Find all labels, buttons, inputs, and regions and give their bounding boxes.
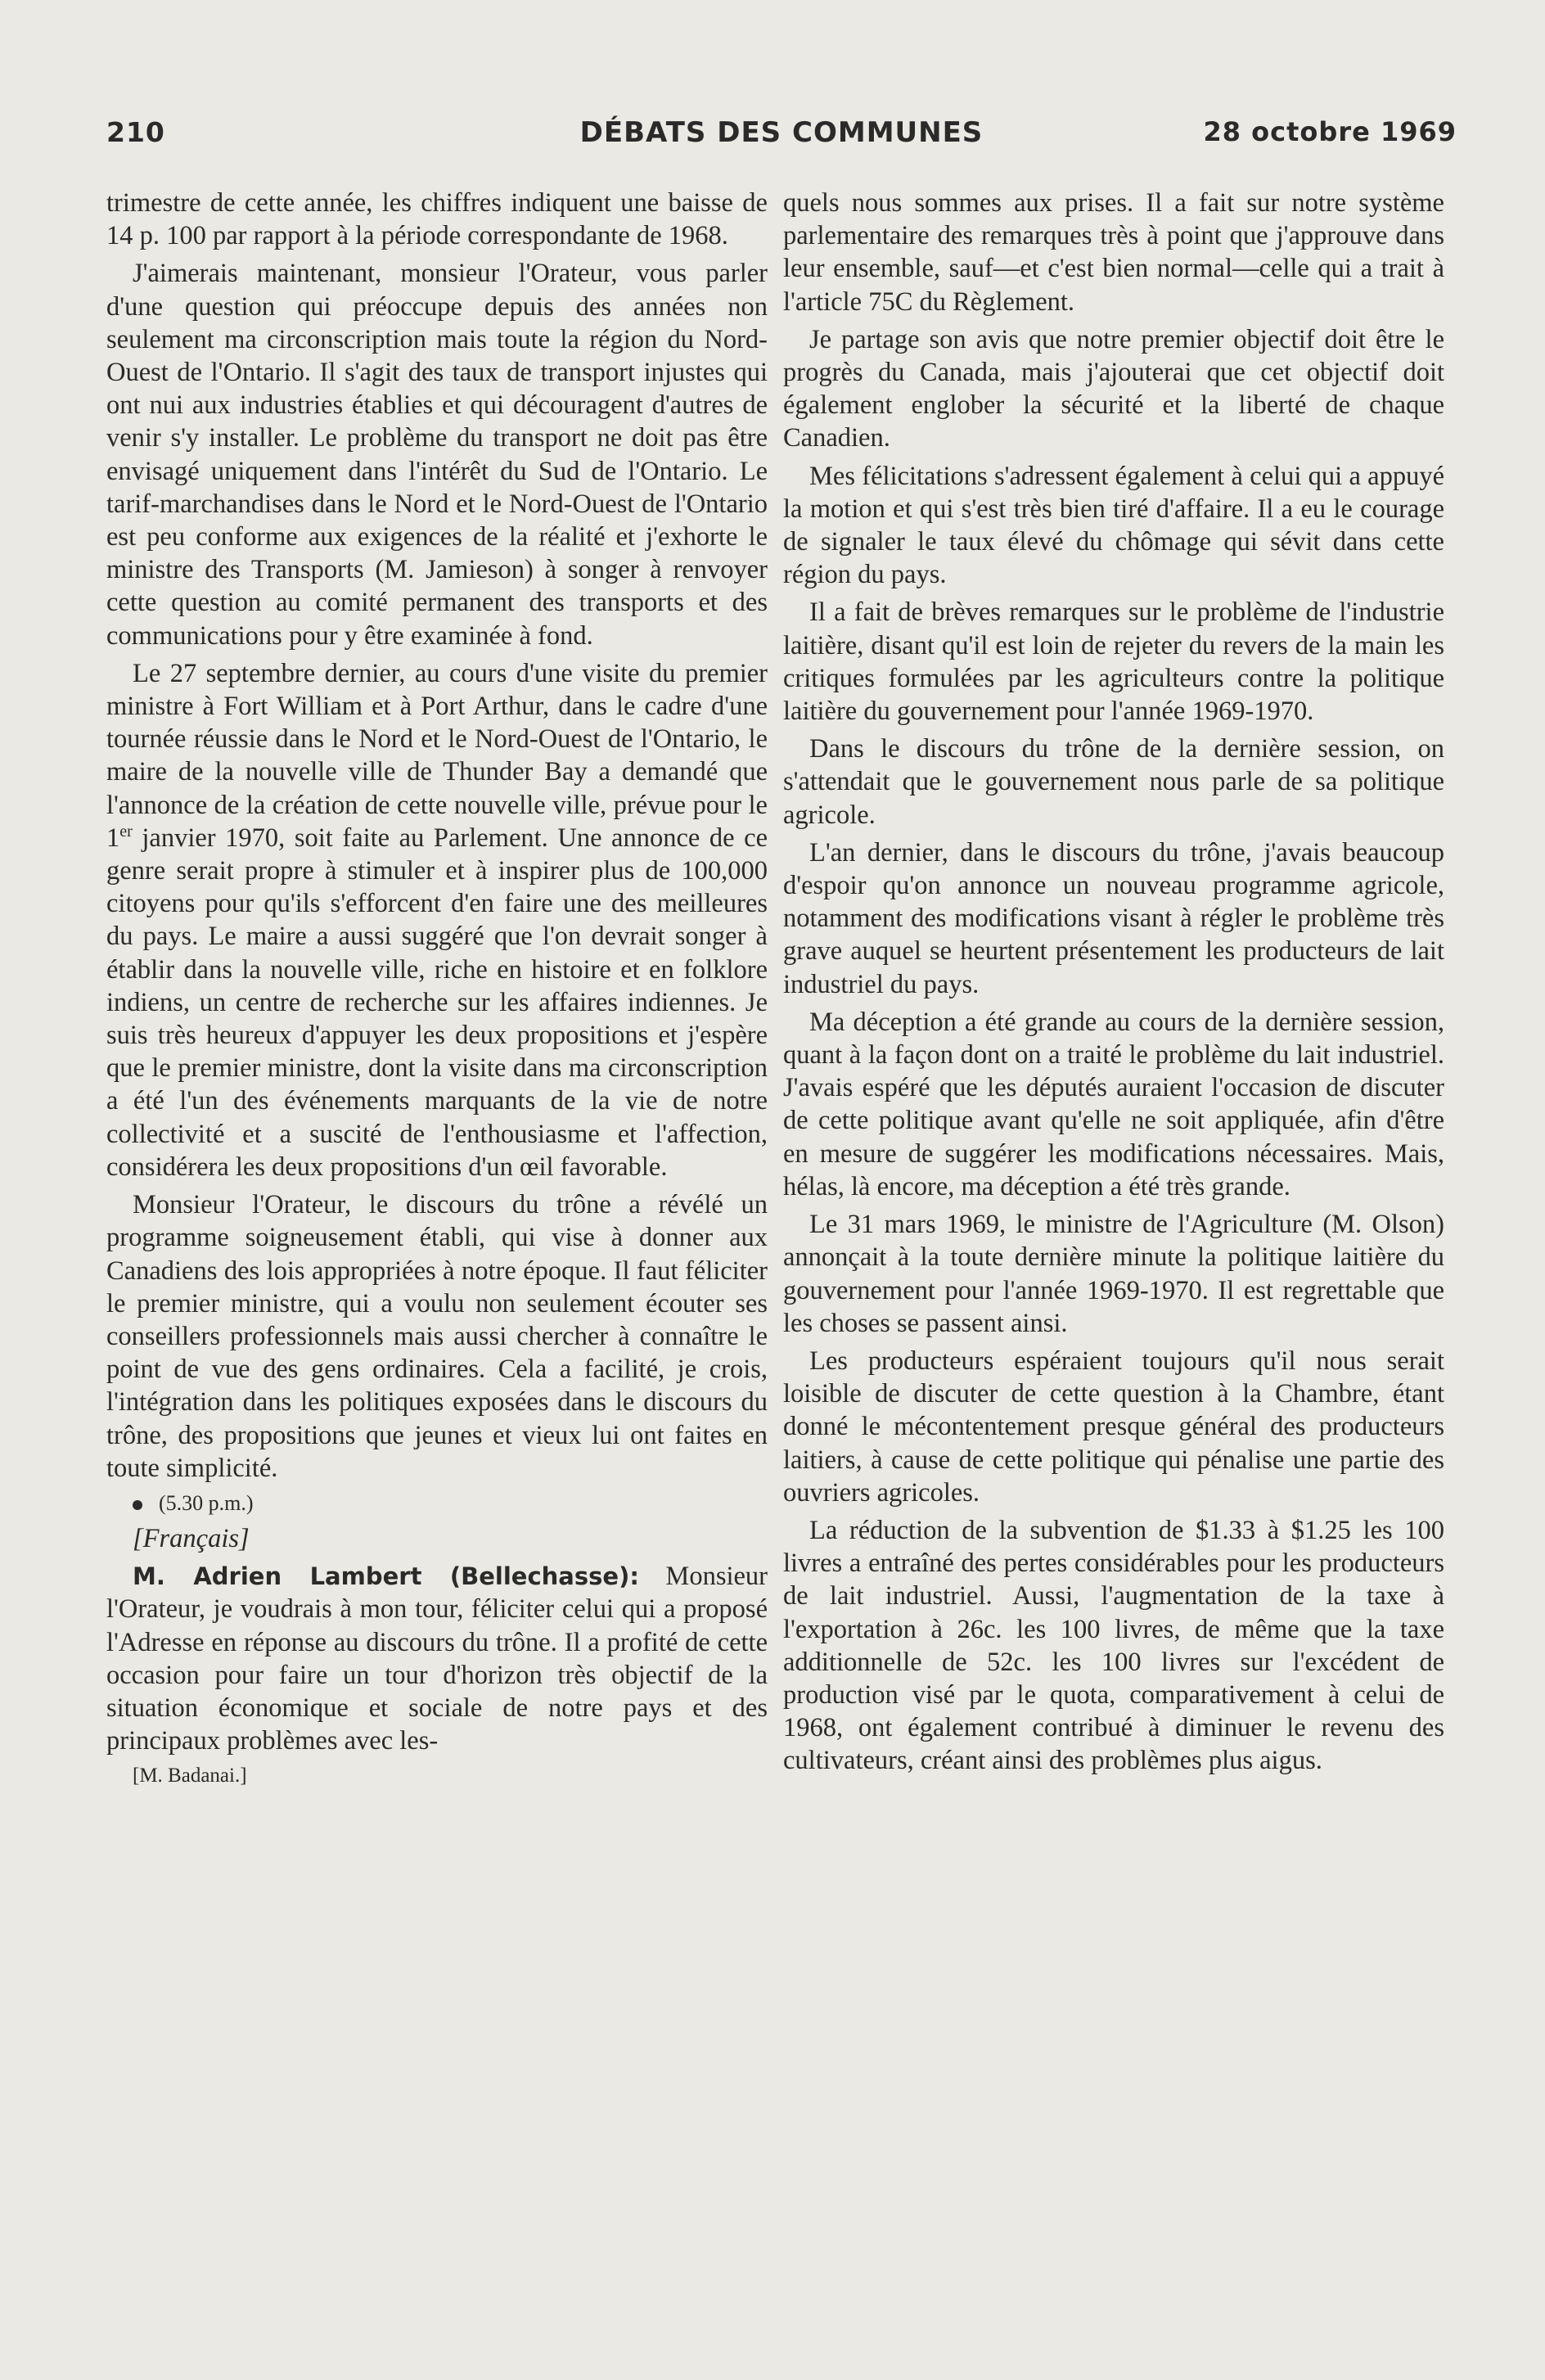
paragraph (106, 657, 768, 1183)
time-marker-text: (5.30 p.m.) (159, 1490, 254, 1515)
bullet-icon (133, 1500, 142, 1510)
paragraph: Les producteurs espéraient toujours qu'il nous serait loisible de discuter de cette question à la Chambre, étant donné le mécontentement presque général des producteurs laitiers, à cause de cette politique qui pénalise une partie des ouvriers agricoles. (783, 1346, 1444, 1508)
paragraph: La réduction de la subvention de $1.33 à $1.25 les 100 livres a entraîné des pertes considérables pour les producteurs de lait industriel. Aussi, l'augmentation de la taxe à l'exportation à 26c. les 100 livres, de même que la taxe additionnelle de 52c. les 100 livres sur l'excédent de production visé par le quota, comparativement à celui de 1968, ont également contribué à diminuer le revenu des cultivateurs, créant ainsi des problèmes plus aigus. (783, 1515, 1444, 1776)
paragraph: Mes félicitations s'adressent également à celui qui a appuyé la motion et qui s'est très bien tiré d'affaire. Il a eu le courage de signaler le taux élevé du chômage qui sévit dans cette région du pays. (783, 461, 1444, 590)
paragraph-text: Le 27 septembre dernier, au cours d'une visite du premier ministre à Fort William et à Port Arthur, dans le cadre d'une tournée réussie dans le Nord et le Nord-Ouest de l'Ontario, le maire de la nouvelle ville de Thunder Bay a demandé que l'annonce de la création de cette nouvelle ville, prévue pour le 1 (106, 658, 768, 853)
speaker-footnote: [M. Badanai.] (133, 1765, 247, 1787)
paragraph: Je partage son avis que notre premier objectif doit être le progrès du Canada, mais j'ajouterai que cet objectif doit également englober la sécurité et la liberté de chaque Canadien. (783, 324, 1444, 453)
page-header (106, 116, 1457, 165)
running-title: DÉBATS DES COMMUNES (579, 116, 984, 149)
paragraph: Dans le discours du trône de la dernière session, on s'attendait que le gouvernement nous parle de sa politique agricole. (783, 734, 1444, 830)
paragraph: L'an dernier, dans le discours du trône, j'avais beaucoup d'espoir qu'on annonce un nouveau programme agricole, notamment des modifications visant à régler le problème très grave auquel se heurtent présentement les producteurs de lait industriel du pays. (783, 837, 1444, 999)
paragraph-text: Monsieur l'Orateur, je voudrais à mon tour, féliciter celui qui a proposé l'Adresse en réponse au discours du trône. Il a profité de cette occasion pour faire un tour d'horizon très objectif de la situation économique et sociale de notre pays et des principaux problèmes avec les- (106, 1562, 768, 1756)
paragraph: Ma déception a été grande au cours de la dernière session, quant à la façon dont on a traité le problème du lait industriel. J'avais espéré que les députés auraient l'occasion de discuter de cette politique avant qu'elle ne soit appliquée, afin d'être en mesure de suggérer les modifications nécessaires. Mais, hélas, là encore, ma déception a été très grande. (783, 1007, 1444, 1201)
paragraph: Le 31 mars 1969, le ministre de l'Agriculture (M. Olson) annonçait à la toute dernière minute la politique laitière du gouvernement pour l'année 1969-1970. Il est regrettable que les choses se passent ainsi. (783, 1210, 1444, 1338)
paragraph: Monsieur l'Orateur, le discours du trône a révélé un programme soigneusement établi, qui vise à donner aux Canadiens des lois appropriées à notre époque. Il faut féliciter le premier ministre, qui a voulu non seulement écouter ses conseillers professionnels mais aussi chercher à connaître le point de vue des gens ordinaires. Cela a facilité, je crois, l'intégration dans les politiques exposées dans le discours du trône, des propositions que jeunes et vieux lui ont faites en toute simplicité. (106, 1190, 768, 1483)
right-column (783, 187, 1444, 1783)
paragraph: J'aimerais maintenant, monsieur l'Orateur, vous parler d'une question qui préoccupe depuis des années non seulement ma circonscription mais toute la région du Nord-Ouest de l'Ontario. Il s'agit des taux de transport injustes qui ont nui aux industries établies et qui découragent d'autres de venir s'y installer. Le problème du transport ne doit pas être envisagé uniquement dans l'intérêt du Sud de l'Ontario. Le tarif-marchandises dans le Nord et le Nord-Ouest de l'Ontario est peu conforme aux exigences de la réalité et j'exhorte le ministre des Transports (M. Jamieson) à songer à renvoyer cette question au comité permanent des transports et des communications pour y être examinée à fond. (106, 259, 768, 651)
left-column (106, 187, 768, 1795)
page-number: 210 (106, 116, 165, 148)
speaker-name: M. Adrien Lambert (Bellechasse): (133, 1562, 639, 1591)
paragraph: Il a fait de brèves remarques sur le problème de l'industrie laitière, disant qu'il est loin de rejeter du revers de la main les critiques formulées par les agriculteurs contre la politique laitière du gouvernement pour l'année 1969-1970. (783, 597, 1444, 727)
paragraph: quels nous sommes aux prises. Il a fait sur notre système parlementaire des remarques très à point que j'approuve dans leur ensemble, sauf—et c'est bien normal—celle qui a trait à l'article 75C du Règlement. (783, 188, 1444, 317)
superscript: er (119, 823, 133, 841)
paragraph-text: janvier 1970, soit faite au Parlement. Une annonce de ce genre serait propre à stimuler et à inspirer plus de 100,000 citoyens pour qu'ils s'efforcent d'en faire une des meilleures du pays. Le maire a aussi suggéré que l'on devrait songer à établir dans la nouvelle ville, riche en histoire et en folklore indiens, un centre de recherche sur les affaires indiennes. Je suis très heureux d'appuyer les deux propositions et j'espère que le premier ministre, dont la visite dans ma circonscription a été l'un des événements marquants de la vie de notre collectivité et a suscité de l'enthousiasme et l'affection, considérera les deux propositions d'un œil favorable. (106, 823, 768, 1182)
paragraph (106, 1560, 768, 1757)
language-note: [Français] (133, 1523, 250, 1553)
header-date: 28 octobre 1969 (1203, 116, 1457, 147)
paragraph: trimestre de cette année, les chiffres indiquent une baisse de 14 p. 100 par rapport à la période correspondante de 1968. (106, 188, 768, 251)
time-marker (106, 1490, 768, 1517)
